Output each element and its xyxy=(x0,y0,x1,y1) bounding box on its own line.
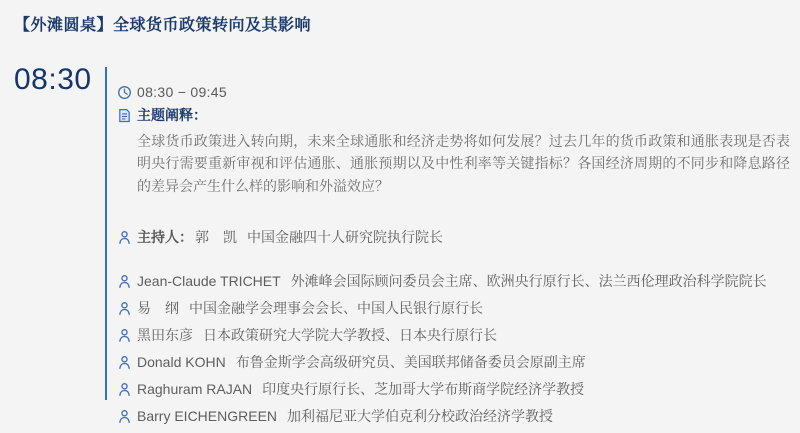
speaker-row xyxy=(117,379,790,399)
person-icon xyxy=(117,274,132,289)
speaker-name: Jean-Claude TRICHET xyxy=(137,273,281,290)
session-block xyxy=(14,62,790,433)
speaker-name: Raghuram RAJAN xyxy=(137,381,253,398)
person-icon xyxy=(117,230,132,245)
speaker-title: 外滩峰会国际顾问委员会主席、欧洲央行原行长、法兰西伦理政治科学院院长 xyxy=(290,273,767,290)
session-start-time: 08:30 xyxy=(14,63,92,96)
topic-text: 全球货币政策进入转向期，未来全球通胀和经济走势将如何发展？过去几年的货币政策和通胀表现是否表明央行需要重新审视和评估通胀、通胀预期以及中性利率等关键指标？各国经济周期的不同步和降息路径的差异会产生什么样的影响和外溢效应？ xyxy=(137,133,790,194)
clock-icon xyxy=(117,85,132,100)
speaker-name: Barry EICHENGREEN xyxy=(137,408,278,425)
speakers-list xyxy=(117,271,790,426)
speaker-title: 中国金融学会理事会会长、中国人民银行原行长 xyxy=(189,300,483,317)
time-range: 08:30 − 09:45 xyxy=(137,84,227,100)
speaker-title: 加利福尼亚大学伯克利分校政治经济学教授 xyxy=(287,408,554,425)
moderator-label: 主持人： xyxy=(137,229,193,246)
speaker-row xyxy=(117,298,790,318)
person-icon xyxy=(117,355,132,370)
speaker-title: 印度央行原行长、芝加哥大学布斯商学院经济学教授 xyxy=(262,381,585,398)
topic-label-row xyxy=(117,105,790,125)
speaker-name: Donald KOHN xyxy=(137,354,226,371)
person-icon xyxy=(117,328,132,343)
speaker-title: 日本政策研究大学院大学教授、日本央行原行长 xyxy=(203,327,497,344)
person-icon xyxy=(117,409,132,424)
session-title: 【外滩圆桌】全球货币政策转向及其影响 xyxy=(14,17,312,34)
speaker-row xyxy=(117,406,790,426)
moderator-title: 中国金融四十人研究院执行院长 xyxy=(247,229,443,246)
moderator-name: 郭 凯 xyxy=(195,229,237,246)
time-range-row xyxy=(117,84,790,100)
person-icon xyxy=(117,382,132,397)
speaker-row xyxy=(117,352,790,372)
speaker-row xyxy=(117,271,790,291)
speaker-name: 易 纲 xyxy=(137,300,179,317)
document-icon xyxy=(117,108,132,123)
speaker-title: 布鲁金斯学会高级研究员、美国联邦储备委员会原副主席 xyxy=(235,354,586,371)
person-icon xyxy=(117,301,132,316)
speaker-row xyxy=(117,325,790,345)
moderator-row xyxy=(117,227,790,247)
speaker-name: 黑田东彦 xyxy=(137,327,193,344)
topic-label: 主题阐释： xyxy=(137,107,207,123)
session-details xyxy=(107,62,790,433)
